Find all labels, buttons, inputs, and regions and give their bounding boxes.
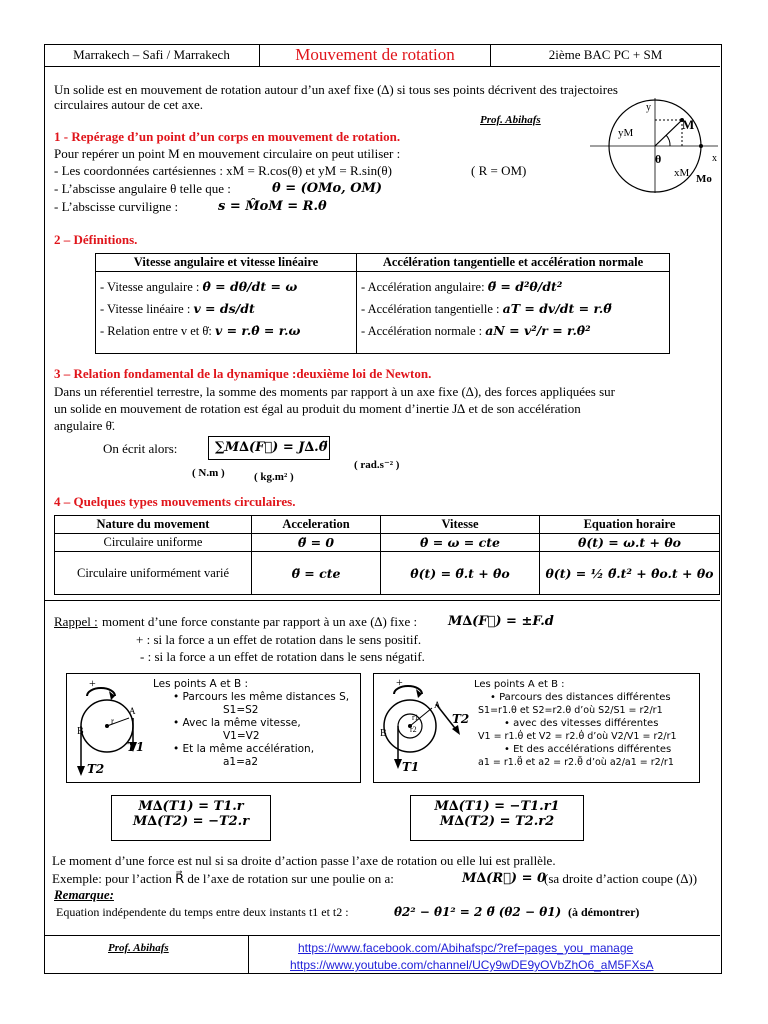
- rappel-minus: - : si la force a un effet de rotation dans le sens négatif.: [140, 649, 425, 664]
- fig1-b3: Et la même accélération,: [182, 743, 315, 755]
- rappel-formula: M∆(F⃗) = ±F.d: [448, 614, 554, 629]
- mt-cell: θ̈ = cte: [252, 552, 381, 595]
- fig1-title: Les points A et B :: [153, 678, 249, 690]
- section-3-title: 3 – Relation fondamental de la dynamique :deuxième loi de Newton.: [54, 366, 432, 381]
- s1-line-2: - Les coordonnées cartésiennes : xM = R.cos(θ) et yM = R.sin(θ): [54, 163, 392, 178]
- fig2-t2: T2: [452, 712, 470, 726]
- end-demonstrate: (à démontrer): [568, 905, 640, 919]
- fig2-b1b: S1=r1.θ et S2=r2.θ d’où S2/S1 = r2/r1: [478, 705, 663, 716]
- point-m-label: M: [682, 117, 695, 132]
- fig1-plus: +: [89, 676, 96, 690]
- mt-header-equation: Equation horaire: [540, 516, 720, 534]
- fig2-b: B: [380, 728, 387, 739]
- s1-line-1: Pour repérer un point M en mouvement circulaire on peut utiliser :: [54, 146, 401, 161]
- s1-line-4: - L’abscisse curviligne :: [54, 199, 179, 214]
- author-tag: Prof. Abihafs: [480, 114, 541, 126]
- fig1-a: A: [129, 706, 136, 716]
- def-angular-speed-formula: θ̇ = dθ/dt = ω: [202, 279, 298, 294]
- header-level: 2ième BAC PC + SM: [548, 47, 663, 62]
- fig2-plus: +: [396, 675, 403, 689]
- fig2-b3b: a1 = r1.θ̈ et a2 = r2.θ̈ d’où a2/a1 = r2/r1: [478, 757, 674, 768]
- axis-y-label: y: [646, 102, 651, 113]
- fig2-moments-box: [410, 795, 584, 841]
- intro-line-2: circulaires autour de cet axe.: [54, 97, 204, 112]
- def-tangential-accel: - Accélération tangentielle :: [361, 302, 500, 316]
- xm-label: xM: [674, 167, 690, 179]
- fig2-b3: Et des accélérations différentes: [513, 744, 672, 755]
- definitions-table: [95, 253, 670, 354]
- def-relation: - Relation entre v et θ̇:: [100, 324, 212, 338]
- def-relation-formula: v = r.θ̇ = r.ω: [214, 323, 301, 338]
- unit-nm: ( N.m ): [192, 467, 225, 479]
- axis-x-label: x: [712, 153, 717, 164]
- end-formula: M∆(R⃗) = 0: [462, 871, 547, 886]
- fig1-r: r: [111, 716, 114, 726]
- header-city: Marrakech – Safi / Marrakech: [44, 44, 260, 66]
- motion-types-table: [54, 515, 720, 595]
- s3-ecrit: On écrit alors:: [103, 441, 178, 456]
- fig1-b2: Avec la même vitesse,: [182, 717, 301, 729]
- footer-author: Prof. Abihafs: [108, 942, 169, 954]
- rappel-text: moment d’une force constante par rapport à un axe (∆) fixe :: [102, 614, 418, 629]
- mo-label: Mo: [696, 173, 712, 185]
- end-note: (sa droite d’action coupe (∆)): [544, 871, 698, 886]
- newton-formula: ∑M∆(F⃗) = J∆.θ̈: [215, 440, 328, 455]
- footer-vertical-divider: [248, 935, 249, 973]
- s3-line-1: Dans un réferentiel terrestre, la somme des moments par rapport à un axe fixe (∆), des forces appliquées sur: [54, 384, 615, 399]
- mt-cell: θ̈ = 0: [252, 534, 381, 552]
- def-col-1: Vitesse angulaire et vitesse linéaire: [96, 254, 357, 272]
- def-normal-accel-formula: aN = v²/r = r.θ̇²: [485, 323, 591, 338]
- theta-label: θ: [655, 152, 662, 166]
- divider: [44, 600, 720, 601]
- mt-header-speed: Vitesse: [381, 516, 540, 534]
- s1-radius-note: ( R = OM): [471, 163, 527, 178]
- mt-cell: θ̇(t) = θ̈.t + θ̇o: [381, 552, 540, 595]
- fig1-m1: M∆(T1) = T1.r: [138, 799, 244, 814]
- def-angular-speed: - Vitesse angulaire :: [100, 280, 200, 294]
- fig1-b1: Parcours les même distances S,: [182, 691, 350, 703]
- table-row: [55, 534, 720, 552]
- section-2-title: 2 – Définitions.: [54, 232, 138, 247]
- section-1-title: 1 - Repérage d’un point d’un corps en mouvement de rotation.: [54, 129, 401, 144]
- youtube-link[interactable]: https://www.youtube.com/channel/UCy9wDE9yOVbZhO6_aM5FXsA: [290, 958, 654, 972]
- def-angular-accel: - Accélération angulaire:: [361, 280, 485, 294]
- fig2-b2: avec des vitesses différentes: [513, 718, 659, 729]
- mt-cell: Circulaire uniformément varié: [55, 552, 252, 595]
- rappel-plus: + : si la force a un effet de rotation dans le sens positif.: [136, 632, 422, 647]
- fig1-text: Les points A et B : • Parcours les même distances S, S1=S2 • Avec la même vitesse, V1=V2 • Et la même accélération, a1=a2: [153, 678, 350, 768]
- fig2-title: Les points A et B :: [474, 679, 565, 690]
- end-line-2: Exemple: pour l’action R⃗ de l’axe de rotation sur une poulie on a:: [52, 871, 394, 886]
- s1-angular-formula: θ = (OMo, OM): [272, 181, 383, 196]
- def-tangential-accel-formula: aT = dv/dt = r.θ̈: [502, 301, 612, 316]
- fig1-t1: T1: [127, 740, 145, 754]
- facebook-link[interactable]: https://www.facebook.com/Abihafspc/?ref=pages_you_manage: [298, 941, 634, 955]
- fig1-t2: T2: [87, 762, 105, 776]
- fig1-b1b: S1=S2: [223, 704, 259, 716]
- fig1-b3b: a1=a2: [223, 756, 259, 768]
- fig2-text: Les points A et B : • Parcours des distances différentes S1=r1.θ et S2=r2.θ d’où S2/S1 = r2/r1 • avec des vitesses différentes V1 = r1.θ̇ et V2 = r2.θ̇ d’où V2/V1 = r2/r1 • Et des accélérations différentes a1 = r1.θ̈ et a2 = r2.θ̈ d’où a2/a1 = r2/r1: [474, 679, 677, 768]
- fig2-r2: r2: [410, 725, 417, 734]
- s1-curvilinear-formula: s = M̂oM = R.θ: [218, 199, 327, 214]
- fig1-m2: M∆(T2) = −T2.r: [132, 814, 250, 829]
- fig1-b: B: [77, 726, 84, 737]
- rappel-label: Rappel :: [54, 614, 98, 629]
- unit-rad: ( rad.s⁻² ): [354, 459, 400, 471]
- ym-label: yM: [618, 127, 634, 139]
- mt-cell: θ(t) = ω.t + θo: [540, 534, 720, 552]
- s3-line-3: angulaire θ̈.: [54, 418, 116, 433]
- intro-line-1: Un solide est en mouvement de rotation autour d’un axef fixe (∆) si tous ses points décrivent des trajectoires: [54, 82, 618, 97]
- header: [44, 44, 720, 67]
- mt-cell: Circulaire uniforme: [55, 534, 252, 552]
- newton-formula-box: [208, 436, 330, 460]
- remarque-label: Remarque:: [54, 887, 114, 902]
- unit-kgm2: ( kg.m² ): [254, 471, 294, 483]
- fig1-moments-box: [111, 795, 271, 841]
- fig2-t1: T1: [402, 760, 420, 774]
- fig2-m2: M∆(T2) = T2.r2: [439, 814, 555, 829]
- table-row: [55, 552, 720, 595]
- s1-line-3: - L’abscisse angulaire θ telle que :: [54, 181, 231, 196]
- page-title: Mouvement de rotation: [260, 44, 491, 66]
- mt-cell: θ̇ = ω = cte: [381, 534, 540, 552]
- def-linear-speed: - Vitesse linéaire :: [100, 302, 191, 316]
- fig2-r1: r1: [412, 713, 419, 722]
- def-normal-accel: - Accélération normale :: [361, 324, 483, 338]
- mt-header-accel: Acceleration: [252, 516, 381, 534]
- s3-line-2: un solide en mouvement de rotation est égal au produit du moment d’inertie J∆ et de son accélération: [54, 401, 581, 416]
- end-line-1: Le moment d’une force est nul si sa droite d’action passe l’axe de rotation ou elle lui est prallèle.: [52, 853, 556, 868]
- fig2-a: A: [434, 700, 441, 710]
- fig2-m1: M∆(T1) = −T1.r1: [434, 799, 560, 814]
- footer-divider: [44, 935, 720, 936]
- def-angular-accel-formula: θ̈ = d²θ/dt²: [487, 279, 563, 294]
- end-equation: θ̇2² − θ̇1² = 2 θ̈ (θ2 − θ1): [394, 905, 562, 919]
- section-4-title: 4 – Quelques types mouvements circulaires.: [54, 494, 296, 509]
- fig2-b1: Parcours des distances différentes: [499, 692, 671, 703]
- fig1-b2b: V1=V2: [223, 730, 260, 742]
- pulley-figure-2: [373, 673, 700, 783]
- end-line-3: Equation indépendente du temps entre deux instants t1 et t2 :: [56, 905, 349, 919]
- def-linear-speed-formula: v = ds/dt: [193, 301, 255, 316]
- mt-header-nature: Nature du movement: [55, 516, 252, 534]
- pulley-figure-1: [66, 673, 361, 783]
- mt-cell: θ(t) = ½ θ̈.t² + θ̇o.t + θo: [540, 552, 720, 595]
- def-col-2: Accélération tangentielle et accélération normale: [357, 254, 670, 272]
- fig2-b2b: V1 = r1.θ̇ et V2 = r2.θ̇ d’où V2/V1 = r2/r1: [478, 731, 677, 742]
